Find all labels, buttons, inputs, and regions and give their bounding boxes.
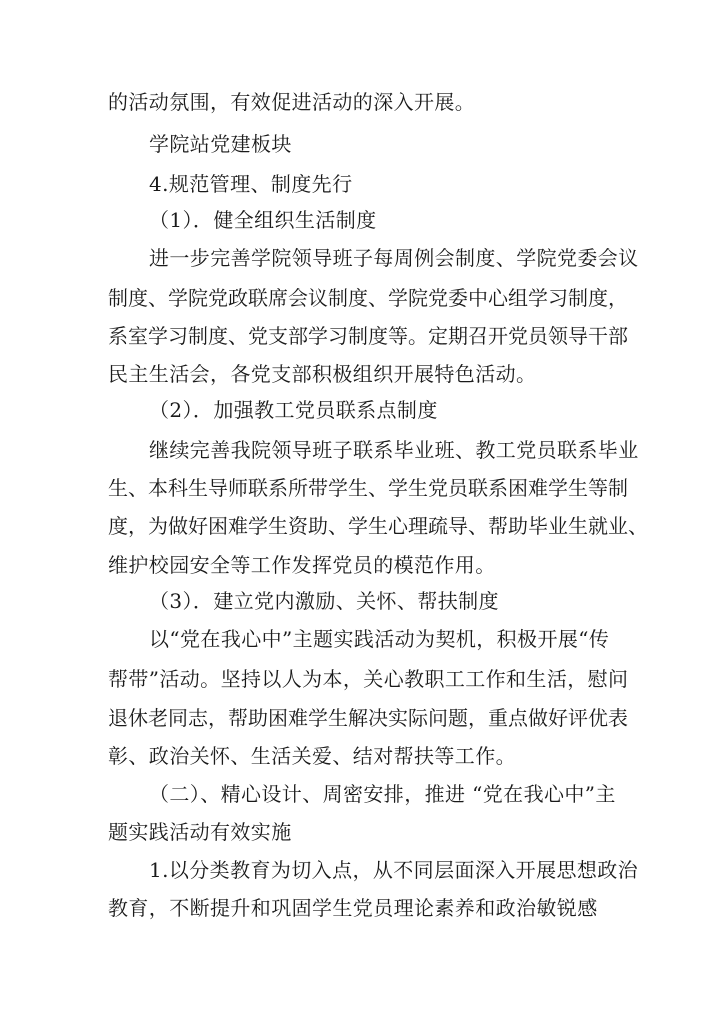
section-heading-continued: 题实践活动有效实施 <box>108 820 292 844</box>
text-line: 以“党在我心中”主题实践活动为契机，积极开展“传 <box>149 627 610 651</box>
text-line: 帮带”活动。坚持以人为本，关心教职工工作和生活，慰问 <box>108 667 628 691</box>
text-line: 制度、学院党政联席会议制度、学院党委中心组学习制度， <box>108 286 628 310</box>
text-line: 继续完善我院领导班子联系毕业班、教工党员联系毕业 <box>149 438 639 462</box>
text-line: 生、本科生导师联系所带学生、学生党员联系困难学生等制 <box>108 476 628 500</box>
section-heading: 学院站党建板块 <box>149 132 292 156</box>
text-line: 民主生活会，各党支部积极组织开展特色活动。 <box>108 362 537 386</box>
text-line: 退休老同志，帮助困难学生解决实际问题，重点做好评优表 <box>108 706 628 730</box>
item-heading: （1）．健全组织生活制度 <box>149 208 377 232</box>
subsection-heading: 1.以分类教育为切入点，从不同层面深入开展思想政治 <box>149 858 639 882</box>
item-heading: （2）．加强教工党员联系点制度 <box>149 398 438 422</box>
text-line: 教育，不断提升和巩固学生党员理论素养和政治敏锐感 <box>108 896 598 920</box>
section-heading: （二）、精心设计、周密安排，推进 “党在我心中”主 <box>149 782 616 806</box>
text-line: 度，为做好困难学生资助、学生心理疏导、帮助毕业生就业、 <box>108 514 648 538</box>
text-line: 进一步完善学院领导班子每周例会制度、学院党委会议 <box>149 246 639 270</box>
subsection-heading: 4.规范管理、制度先行 <box>149 172 353 196</box>
item-heading: （3）．建立党内激励、关怀、帮扶制度 <box>149 589 499 613</box>
text-line: 维护校园安全等工作发挥党员的模范作用。 <box>108 553 496 577</box>
text-line: 的活动氛围，有效促进活动的深入开展。 <box>108 90 476 114</box>
text-line: 彰、政治关怀、生活关爱、结对帮扶等工作。 <box>108 744 516 768</box>
text-line: 系室学习制度、党支部学习制度等。定期召开党员领导干部 <box>108 324 628 348</box>
